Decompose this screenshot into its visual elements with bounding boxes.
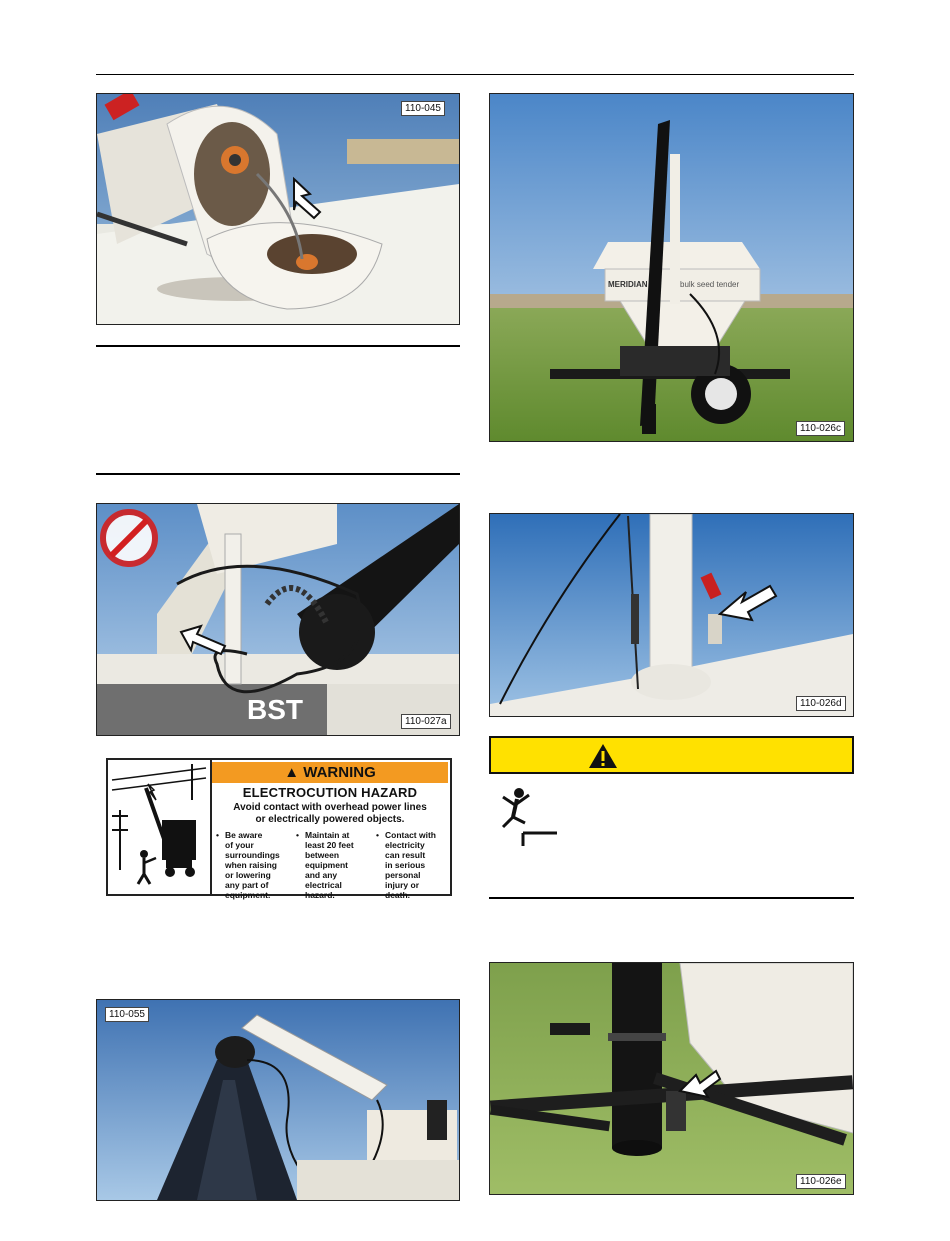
photo-seed-tender-image — [490, 94, 853, 441]
section-rule — [489, 897, 854, 899]
warning-triangle-icon: ▲ — [284, 764, 300, 781]
photo-id-label: 110-027a — [401, 714, 451, 729]
warning-triangle-icon — [588, 743, 618, 769]
hazard-instruction-column: • Be aware of your surroundings when raising or lowering any part of equipment. — [216, 830, 290, 900]
photo-id-label: 110-026d — [796, 696, 846, 711]
fall-hazard-icon — [495, 783, 559, 847]
photo-mid-left — [96, 503, 460, 736]
photo-auger-tube-image — [97, 1000, 459, 1200]
warning-banner-text: WARNING — [303, 764, 376, 781]
photo-latch-image — [490, 514, 853, 716]
photo-bottom-right — [489, 962, 854, 1195]
photo-id-label: 110-026c — [796, 421, 845, 436]
section-rule — [96, 345, 460, 347]
warning-banner — [212, 762, 448, 783]
section-rule — [96, 473, 460, 475]
tender-brand-text: MERIDIAN — [608, 280, 648, 289]
power-line-hazard-icon — [108, 760, 210, 894]
electrocution-warning-decal — [106, 758, 452, 900]
photo-auger-rest-image — [490, 963, 853, 1194]
photo-id-label: 110-026e — [796, 1174, 846, 1189]
photo-hose-routing-image — [97, 504, 459, 735]
hazard-instruction-column: • Contact with electricity can result in serious personal injury or death. — [376, 830, 450, 900]
hazard-instruction-text: Maintain at least 20 feet between equipment and any electrical hazard. — [305, 830, 354, 900]
photo-badge-lettering: BST — [247, 694, 303, 725]
photo-mid-right — [489, 513, 854, 717]
prohibited-icon — [103, 512, 155, 564]
hazard-title: ELECTROCUTION HAZARD — [242, 785, 418, 800]
hazard-instruction-text: Be aware of your surroundings when raising or lowering any part of equipment. — [225, 830, 280, 900]
electrocution-pictogram — [108, 760, 212, 894]
hazard-subtitle: Avoid contact with overhead power lines or electrically powered objects. — [233, 802, 427, 825]
photo-auger-spout-image — [97, 94, 459, 324]
photo-id-label: 110-045 — [401, 101, 445, 116]
tender-product-text: bulk seed tender — [680, 280, 740, 289]
photo-top-left — [96, 93, 460, 325]
photo-id-label: 110-055 — [105, 1007, 149, 1022]
hazard-instruction-column: • Maintain at least 20 feet between equipment and any electrical hazard. — [296, 830, 370, 900]
photo-bottom-left — [96, 999, 460, 1201]
photo-top-right — [489, 93, 854, 442]
header-rule — [96, 74, 854, 75]
hazard-instruction-text: Contact with electricity can result in serious personal injury or death. — [385, 830, 436, 900]
caution-header — [489, 736, 854, 774]
